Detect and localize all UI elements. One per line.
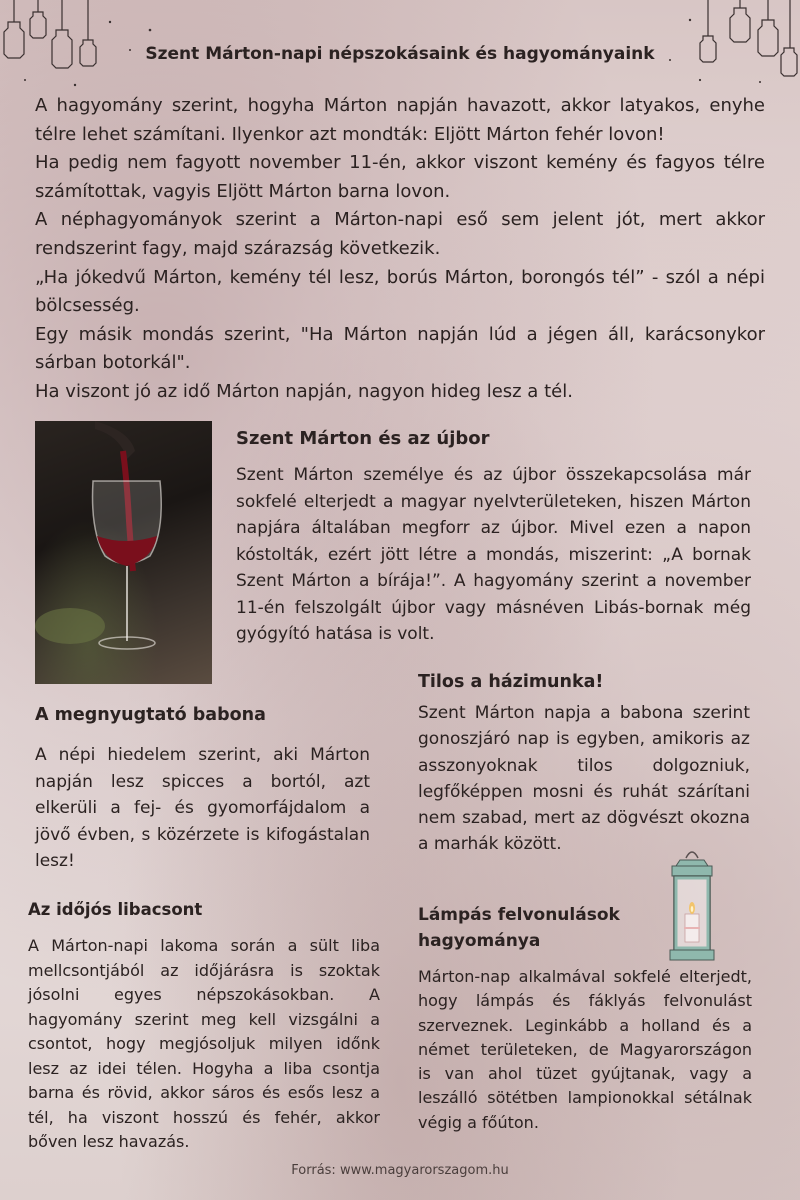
ujbor-heading: Szent Márton és az újbor — [236, 428, 490, 449]
lantern-candle-icon — [664, 846, 720, 964]
intro-paragraph: Ha pedig nem fagyott november 11-én, akkor viszont kemény és fagyos télre számítottak, vagyis Eljött Márton barna lovon. — [35, 152, 765, 202]
page-title: Szent Márton-napi népszokásaink és hagyományaink — [145, 44, 655, 64]
red-wine-glass-photo — [35, 421, 212, 684]
intro-paragraph: „Ha jókedvű Márton, kemény tél lesz, borús Márton, borongós tél” - szól a népi bölcsesség. — [35, 266, 765, 317]
intro-paragraph: A néphagyományok szerint a Márton-napi eső sem jelent jót, mert akkor rendszerint fagy, majd szárazság következik. — [35, 209, 765, 259]
intro-paragraph: Egy másik mondás szerint, "Ha Márton napján lúd a jégen áll, karácsonykor sárban botorkál". — [35, 323, 765, 374]
libacsont-text: A Márton-napi lakoma során a sült liba mellcsontjából az időjárásra is szoktak jósolni egyes népszokásokban. A hagyomány szerint meg kell vizsgálni a csontot, hogy megjósoljuk milyen időnk lesz az idei télen. Hogyha a liba csontja barna és rövid, akkor sáros és esős lesz a tél, ha viszont hosszú és fehér, akkor bőven lesz havazás. — [28, 936, 380, 1151]
intro-paragraph: Ha viszont jó az idő Márton napján, nagyon hideg lesz a tél. — [35, 380, 573, 402]
babona-text: A népi hiedelem szerint, aki Márton napján lesz spicces a bortól, azt elkerüli a fej- és gyomorfájdalom a jövő évben, s közérzete is kifogástalan lesz! — [35, 745, 370, 871]
lampas-heading: Lámpás felvonulások hagyománya — [418, 905, 620, 951]
intro-text — [35, 92, 765, 407]
intro-paragraph: A hagyomány szerint, hogyha Márton napján havazott, akkor latyakos, enyhe télre lehet számítani. Ilyenkor azt mondták: Eljött Márton fehér lovon! — [35, 95, 765, 145]
hazimunka-heading: Tilos a házimunka! — [418, 672, 604, 692]
libacsont-heading: Az időjós libacsont — [28, 900, 203, 919]
source-credit: Forrás: www.magyarorszagom.hu — [291, 1163, 509, 1178]
wine-glass-icon — [35, 421, 212, 684]
lampas-text: Márton-nap alkalmával sokfelé elterjedt, hogy lámpás és fáklyás felvonulást szerveznek. Leginkább a holland és a német területeken, de Magyarországon is van ahol tüzet gyújtanak, vagy a leszálló sötétben lampionokkal sétálnak végig a főúton. — [418, 967, 752, 1132]
babona-heading: A megnyugtató babona — [35, 705, 266, 725]
hazimunka-text: Szent Márton napja a babona szerint gonoszjáró nap is egyben, amikoris az asszonyoknak tilos dolgozniuk, legfőképpen mosni és ruhát szárítani nem szabad, mert az dögvészt okozna a marhák között. — [418, 703, 750, 855]
ujbor-text: Szent Márton személye és az újbor összekapcsolása már sokfelé elterjedt a magyar nyelvterületeken, hiszen Márton napjára általában megforr az újbor. Mivel ezen a napon kóstolták, ezért jött létre a mondás, miszerint: „A bornak Szent Márton a bírája!”. A hagyomány szerint a november 11-én felszolgált újbor vagy másnéven Libás-bornak még gyógyító hatása is volt. — [236, 465, 751, 644]
